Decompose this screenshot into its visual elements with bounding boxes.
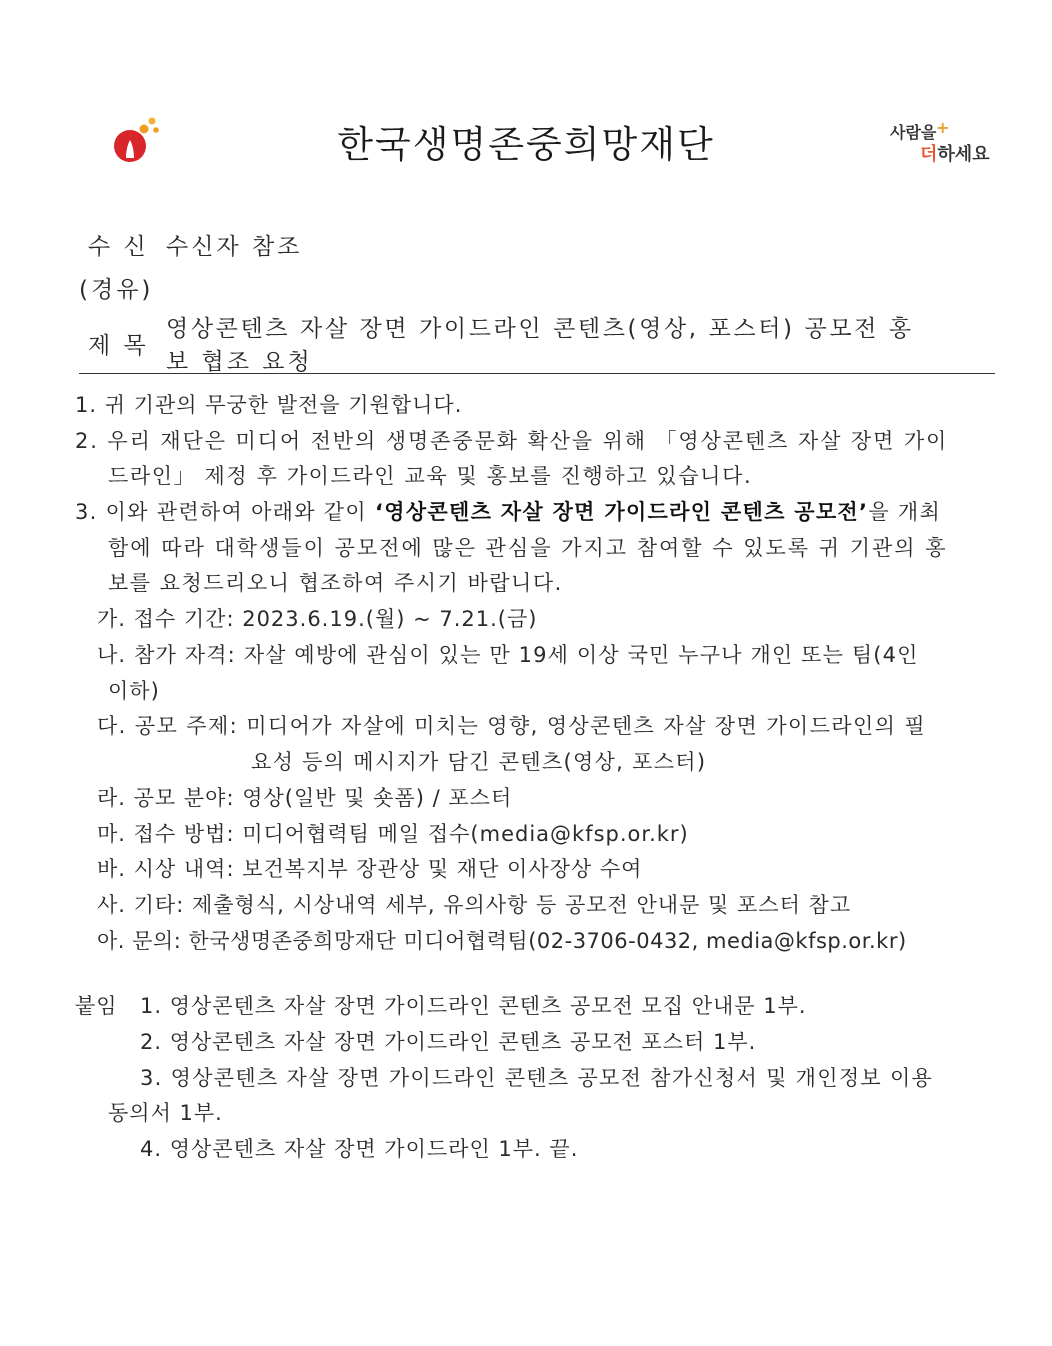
org-title: 한국생명존중희망재단 xyxy=(337,123,715,166)
attachment-4: 4. 영상콘텐츠 자살 장면 가이드라인 1부. 끝. xyxy=(140,1137,579,1161)
detail-ba: 바. 시상 내역: 보건복지부 장관상 및 재단 이사장상 수여 xyxy=(97,857,643,881)
detail-a: 아. 문의: 한국생명존중희망재단 미디어협력팀(02-3706-0432, media@kfsp.or.kr) xyxy=(97,929,907,953)
paragraph-1: 1. 귀 기관의 무궁한 발전을 기원합니다. xyxy=(75,393,463,417)
detail-ra: 라. 공모 분야: 영상(일반 및 숏폼) / 포스터 xyxy=(97,786,513,810)
detail-da-line2: 요성 등의 메시지가 담긴 콘텐츠(영상, 포스터) xyxy=(251,750,707,774)
slogan-logo xyxy=(884,118,1004,168)
paragraph-3-line3: 보를 요청드리오니 협조하여 주시기 바랍니다. xyxy=(108,571,563,595)
attachments-label: 붙임 xyxy=(75,994,118,1018)
detail-na-line2: 이하) xyxy=(108,679,160,703)
attachment-2: 2. 영상콘텐츠 자살 장면 가이드라인 콘텐츠 공모전 포스터 1부. xyxy=(140,1030,757,1054)
recipient-value: 수신자 참조 xyxy=(166,234,303,260)
slogan-line2: 더하세요 xyxy=(920,144,990,165)
detail-ga: 가. 접수 기간: 2023.6.19.(월) ~ 7.21.(금) xyxy=(97,607,538,631)
detail-ma: 마. 접수 방법: 미디어협력팀 메일 접수(media@kfsp.or.kr) xyxy=(97,822,689,846)
paragraph-3-line2: 함에 따라 대학생들이 공모전에 많은 관심을 가지고 참여할 수 있도록 귀 기관의 홍 xyxy=(108,536,948,560)
plus-icon: + xyxy=(936,118,950,137)
attachment-3-line2: 동의서 1부. xyxy=(108,1101,223,1125)
attachment-3-line1: 3. 영상콘텐츠 자살 장면 가이드라인 콘텐츠 공모전 참가신청서 및 개인정보 이용 xyxy=(140,1066,934,1090)
detail-sa: 사. 기타: 제출형식, 시상내역 세부, 유의사항 등 공모전 안내문 및 포스터 참고 xyxy=(97,893,852,917)
slogan-line1: 사람을 xyxy=(890,123,937,142)
recipient-label: 수 신 xyxy=(88,234,149,260)
paragraph-2-line2: 드라인」 제정 후 가이드라인 교육 및 홍보를 진행하고 있습니다. xyxy=(108,464,753,488)
subject-line2: 보 협조 요청 xyxy=(166,349,313,375)
attachment-1: 1. 영상콘텐츠 자살 장면 가이드라인 콘텐츠 공모전 모집 안내문 1부. xyxy=(140,994,807,1018)
divider xyxy=(79,373,995,374)
subject-line1: 영상콘텐츠 자살 장면 가이드라인 콘텐츠(영상, 포스터) 공모전 홍 xyxy=(166,316,914,342)
detail-na-line1: 나. 참가 자격: 자살 예방에 관심이 있는 만 19세 이상 국민 누구나 개인 또는 팀(4인 xyxy=(97,643,919,667)
paragraph-3-line1: 3. 이와 관련하여 아래와 같이 ‘영상콘텐츠 자살 장면 가이드라인 콘텐츠 공모전’을 개최 xyxy=(75,500,942,524)
via-label: (경유) xyxy=(79,277,154,303)
subject-label: 제 목 xyxy=(88,333,149,359)
paragraph-2-line1: 2. 우리 재단은 미디어 전반의 생명존중문화 확산을 위해 「영상콘텐츠 자살 장면 가이 xyxy=(75,429,949,453)
detail-da-line1: 다. 공모 주제: 미디어가 자살에 미치는 영향, 영상콘텐츠 자살 장면 가이드라인의 필 xyxy=(97,714,927,738)
